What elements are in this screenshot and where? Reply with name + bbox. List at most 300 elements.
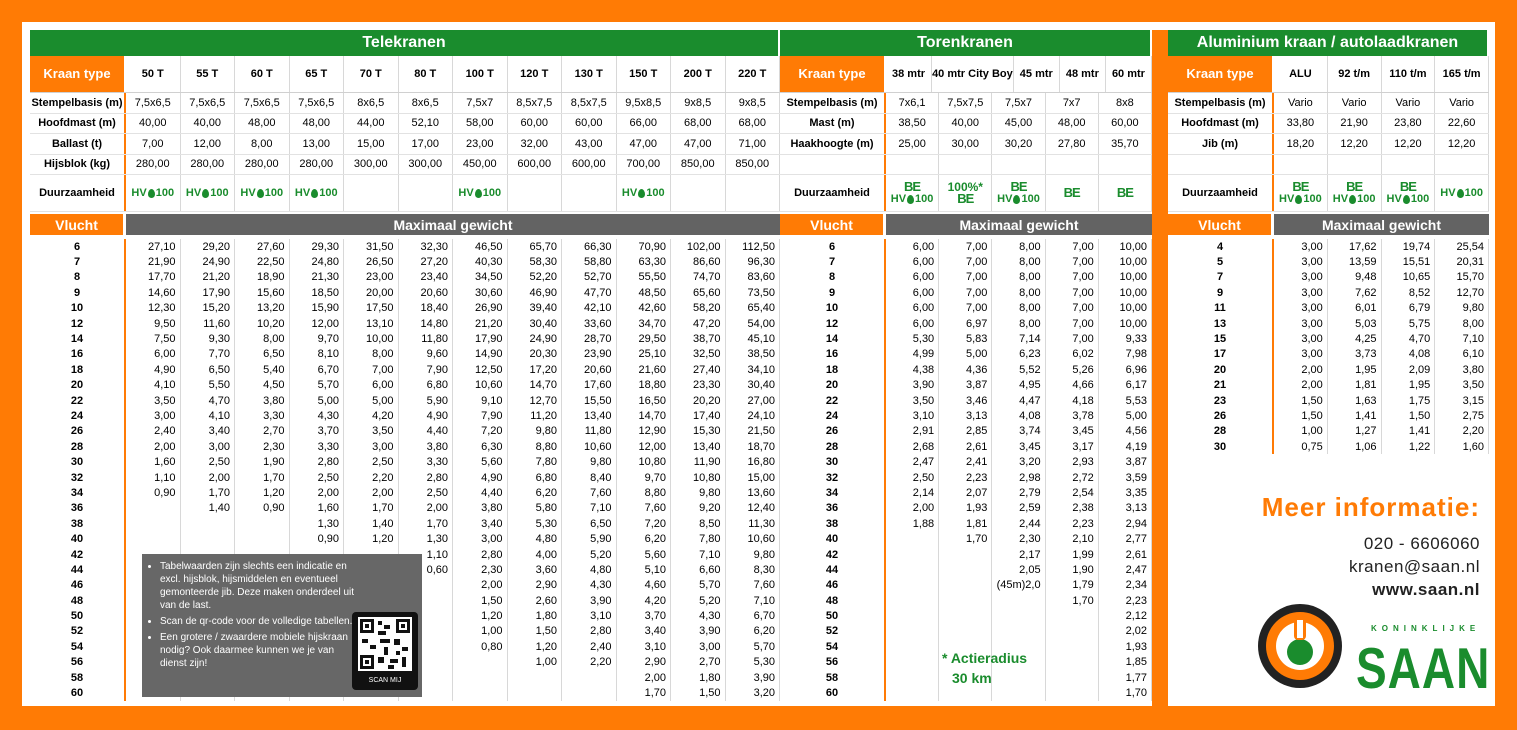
tele-load-value: 34,50 xyxy=(453,270,508,285)
tele-leaf-icon xyxy=(202,189,209,198)
tele-spec-value: 44,00 xyxy=(344,114,399,134)
alu-title: Aluminium kraan / autolaadkranen xyxy=(1168,30,1487,56)
toren-col-3: 48 mtr xyxy=(1060,56,1106,92)
tele-vlucht-value: 34 xyxy=(30,485,126,500)
toren-load-value: 2,07 xyxy=(939,485,992,500)
tele-load-value: 29,50 xyxy=(617,331,672,346)
toren-data-row xyxy=(780,408,1152,423)
toren-load-value: 1,70 xyxy=(1046,593,1099,608)
tele-col-11: 220 T xyxy=(726,56,781,92)
tele-load-value: 14,70 xyxy=(617,408,672,423)
toren-spec-label: Mast (m) xyxy=(780,114,886,134)
tele-load-value: 7,80 xyxy=(508,454,563,469)
toren-max-label: Maximaal gewicht xyxy=(886,214,1152,235)
tele-load-value: 20,00 xyxy=(344,285,399,300)
tele-load-value: 11,30 xyxy=(726,516,781,531)
alu-data-row xyxy=(1168,378,1489,393)
tele-load-value: 7,20 xyxy=(617,516,672,531)
tele-duurzaam-cell xyxy=(617,175,672,211)
tele-load-value: 14,60 xyxy=(126,285,181,300)
toren-data-row xyxy=(780,485,1152,500)
tele-load-value: 2,50 xyxy=(399,485,454,500)
toren-load-value: 10,00 xyxy=(1099,254,1152,269)
orange-divider xyxy=(1152,30,1168,706)
toren-spec-value: 30,20 xyxy=(992,134,1045,154)
alu-spec-value: Vario xyxy=(1274,93,1328,113)
alu-spec-value: Vario xyxy=(1382,93,1436,113)
tele-duurzaam-cell xyxy=(671,175,726,211)
toren-load-value xyxy=(886,655,939,670)
tele-load-value: 3,00 xyxy=(671,639,726,654)
tele-spec-value: 40,00 xyxy=(126,114,181,134)
toren-load-value: 7,00 xyxy=(939,301,992,316)
tele-load-value: 18,80 xyxy=(617,378,672,393)
alu-load-value: 2,00 xyxy=(1274,378,1328,393)
toren-load-value: 4,18 xyxy=(1046,393,1099,408)
alu-spec-row xyxy=(1168,155,1489,176)
toren-load-value: 6,02 xyxy=(1046,347,1099,362)
toren-load-value: 8,00 xyxy=(992,239,1045,254)
tele-load-value: 14,90 xyxy=(453,347,508,362)
tele-load-value: 7,90 xyxy=(399,362,454,377)
alu-load-value: 3,50 xyxy=(1435,378,1489,393)
tele-load-value: 4,90 xyxy=(399,408,454,423)
actieradius-line1: * Actieradius xyxy=(942,650,1028,666)
tele-load-value: 5,90 xyxy=(562,531,617,546)
tele-load-value: 2,00 xyxy=(181,470,236,485)
tele-load-value: 3,30 xyxy=(290,439,345,454)
tele-duurzaam-cell xyxy=(235,175,290,211)
tele-load-value: 4,80 xyxy=(508,531,563,546)
qr-code[interactable] xyxy=(352,612,418,690)
toren-vlucht-value: 30 xyxy=(780,454,886,469)
toren-load-value xyxy=(1046,608,1099,623)
alu-vlucht-value: 13 xyxy=(1168,316,1274,331)
alu-data-row xyxy=(1168,254,1489,269)
toren-load-value: 2,30 xyxy=(992,531,1045,546)
tele-spec-value: 7,5x6,5 xyxy=(126,93,181,113)
tele-load-value: 65,70 xyxy=(508,239,563,254)
tele-load-value: 52,20 xyxy=(508,270,563,285)
tele-load-value: 2,30 xyxy=(235,439,290,454)
tele-load-value: 10,80 xyxy=(671,470,726,485)
tele-spec-value: 8x6,5 xyxy=(344,93,399,113)
tele-load-value: 3,80 xyxy=(453,501,508,516)
alu-vlucht-value: 28 xyxy=(1168,424,1274,439)
tele-spec-value: 9,5x8,5 xyxy=(617,93,672,113)
tele-vlucht-value: 40 xyxy=(30,531,126,546)
tele-leaf-icon xyxy=(311,189,318,198)
tele-load-value: 23,40 xyxy=(399,270,454,285)
actieradius-note xyxy=(942,648,1027,688)
toren-load-value xyxy=(939,608,992,623)
tele-load-value: 3,60 xyxy=(508,562,563,577)
tele-load-value: 42,10 xyxy=(562,301,617,316)
tele-vlucht-value: 48 xyxy=(30,593,126,608)
alu-load-value: 9,48 xyxy=(1328,270,1382,285)
toren-data-row xyxy=(780,547,1152,562)
tele-load-value: 23,00 xyxy=(344,270,399,285)
toren-load-value: 6,23 xyxy=(992,347,1045,362)
alu-data-row xyxy=(1168,393,1489,408)
toren-header-row xyxy=(780,56,1152,93)
toren-spec-value: 30,00 xyxy=(939,134,992,154)
tele-load-value: 1,20 xyxy=(344,531,399,546)
tele-load-value: 3,00 xyxy=(344,439,399,454)
alu-data-row xyxy=(1168,285,1489,300)
alu-load-value: 10,65 xyxy=(1382,270,1436,285)
toren-load-value: 3,20 xyxy=(992,454,1045,469)
tele-type-label: Kraan type xyxy=(30,56,126,92)
toren-load-value: 3,87 xyxy=(1099,454,1152,469)
tele-load-value: 5,70 xyxy=(290,378,345,393)
website-link[interactable]: www.saan.nl xyxy=(1372,580,1480,599)
tele-load-value: 3,20 xyxy=(726,685,781,700)
toren-load-value xyxy=(1046,624,1099,639)
toren-load-value: 8,00 xyxy=(992,316,1045,331)
alu-spec-value: 12,20 xyxy=(1328,134,1382,154)
alu-spec-label: Jib (m) xyxy=(1168,134,1274,154)
tele-load-value: 9,70 xyxy=(617,470,672,485)
tele-load-value xyxy=(181,531,236,546)
tele-spec-label: Hoofdmast (m) xyxy=(30,114,126,134)
toren-load-value: 8,00 xyxy=(992,285,1045,300)
tele-load-value: 5,30 xyxy=(726,655,781,670)
tele-load-value: 13,40 xyxy=(562,408,617,423)
tele-col-1: 55 T xyxy=(181,56,236,92)
alu-load-value: 1,50 xyxy=(1274,393,1328,408)
toren-leaf-icon xyxy=(1013,195,1020,204)
tele-load-value: 1,70 xyxy=(617,685,672,700)
tele-leaf-icon xyxy=(257,189,264,198)
tele-load-value: 5,40 xyxy=(235,362,290,377)
tele-load-value: 1,70 xyxy=(344,501,399,516)
tele-col-7: 120 T xyxy=(508,56,563,92)
toren-vlucht-value: 52 xyxy=(780,624,886,639)
tele-load-value: 6,00 xyxy=(126,347,181,362)
tele-load-value: 27,00 xyxy=(726,393,781,408)
tele-load-value: 11,60 xyxy=(181,316,236,331)
alu-hv-badge: HV 100 xyxy=(1279,193,1322,205)
email-link[interactable]: kranen@saan.nl xyxy=(1348,557,1480,576)
toren-data-row xyxy=(780,454,1152,469)
tele-load-value: 20,30 xyxy=(508,347,563,362)
alu-load-value: 8,52 xyxy=(1382,285,1436,300)
tele-duurzaam-label: Duurzaamheid xyxy=(30,175,126,211)
toren-load-value: 10,00 xyxy=(1099,239,1152,254)
alu-spec-value: 18,20 xyxy=(1274,134,1328,154)
alu-duurzaam-badges xyxy=(1333,181,1376,205)
toren-load-value: 5,30 xyxy=(886,331,939,346)
alu-load-value: 2,09 xyxy=(1382,362,1436,377)
toren-data-row xyxy=(780,593,1152,608)
tele-load-value: 5,60 xyxy=(453,454,508,469)
tele-spec-value: 700,00 xyxy=(617,155,672,175)
tele-load-value: 12,90 xyxy=(617,424,672,439)
tele-load-value xyxy=(508,670,563,685)
toren-data-row xyxy=(780,285,1152,300)
tele-load-value: 5,10 xyxy=(617,562,672,577)
toren-duurzaam-badges xyxy=(891,181,934,205)
tele-vlucht-value: 50 xyxy=(30,608,126,623)
tele-load-value: 7,60 xyxy=(562,485,617,500)
note-3: • Een grotere / zwaardere mobiele hijskraan nodig? Ook daarmee kunnen we je van dienst zijn! xyxy=(160,631,360,670)
tele-vlucht-value: 18 xyxy=(30,362,126,377)
toren-load-value: 7,00 xyxy=(939,239,992,254)
toren-be-icon: BE xyxy=(1063,185,1080,200)
tele-load-value: 46,50 xyxy=(453,239,508,254)
alu-vlucht-value: 5 xyxy=(1168,254,1274,269)
toren-spec-value: 35,70 xyxy=(1099,134,1152,154)
tele-hv-badge: HV 100 xyxy=(458,187,502,199)
toren-hv-badge: HV 100 xyxy=(997,193,1040,205)
alu-load-value: 1,75 xyxy=(1382,393,1436,408)
tele-vlucht-value: 30 xyxy=(30,454,126,469)
tele-load-value: 2,50 xyxy=(344,454,399,469)
toren-vlucht-value: 46 xyxy=(780,578,886,593)
phone-number[interactable]: 020 - 6606060 xyxy=(1363,534,1480,553)
tele-load-value: 1,70 xyxy=(399,516,454,531)
alu-spec-label xyxy=(1168,155,1274,175)
tele-vlucht-value: 6 xyxy=(30,239,126,254)
tele-duurzaam-cell xyxy=(181,175,236,211)
tele-load-value: 1,40 xyxy=(344,516,399,531)
toren-load-value xyxy=(886,531,939,546)
tele-load-value: 2,60 xyxy=(508,593,563,608)
toren-load-value: 7,00 xyxy=(1046,270,1099,285)
toren-data-row xyxy=(780,501,1152,516)
tele-load-value: 21,60 xyxy=(617,362,672,377)
tele-load-value: 21,20 xyxy=(181,270,236,285)
tele-load-value: 7,10 xyxy=(562,501,617,516)
alu-load-value: 6,01 xyxy=(1328,301,1382,316)
tele-spec-value: 280,00 xyxy=(235,155,290,175)
tele-load-value: 4,00 xyxy=(508,547,563,562)
tele-load-value: 4,30 xyxy=(562,578,617,593)
alu-spec-value xyxy=(1328,155,1382,175)
tele-load-value: 18,70 xyxy=(726,439,781,454)
tele-load-value: 12,40 xyxy=(726,501,781,516)
tele-vlucht-value: 32 xyxy=(30,470,126,485)
tele-spec-value: 68,00 xyxy=(726,114,781,134)
toren-vlucht-value: 42 xyxy=(780,547,886,562)
tele-spec-value: 600,00 xyxy=(562,155,617,175)
toren-load-value: 2,85 xyxy=(939,424,992,439)
tele-col-5: 80 T xyxy=(399,56,454,92)
tele-load-value: 2,40 xyxy=(562,639,617,654)
toren-vlucht-value: 38 xyxy=(780,516,886,531)
alu-load-value: 1,50 xyxy=(1274,408,1328,423)
tele-load-value: 3,40 xyxy=(617,624,672,639)
tele-load-value: 18,40 xyxy=(399,301,454,316)
toren-load-value: 7,00 xyxy=(1046,301,1099,316)
alu-load-value: 1,41 xyxy=(1328,408,1382,423)
tele-duurzaam-cell xyxy=(508,175,563,211)
tele-load-value: 70,90 xyxy=(617,239,672,254)
toren-load-value: 2,79 xyxy=(992,485,1045,500)
alu-spec-value: 23,80 xyxy=(1382,114,1436,134)
tele-load-value: 6,70 xyxy=(726,608,781,623)
alu-data-row xyxy=(1168,239,1489,254)
tele-load-value: 1,20 xyxy=(235,485,290,500)
tele-load-value: 12,00 xyxy=(617,439,672,454)
tele-load-value: 54,00 xyxy=(726,316,781,331)
tele-duurzaam-cell xyxy=(344,175,399,211)
toren-vlucht-bar xyxy=(780,214,1152,235)
tele-col-4: 70 T xyxy=(344,56,399,92)
tele-load-value xyxy=(235,531,290,546)
toren-load-value: 1,79 xyxy=(1046,578,1099,593)
tele-load-value: 10,00 xyxy=(344,331,399,346)
alu-load-value: 1,63 xyxy=(1328,393,1382,408)
alu-load-value: 17,62 xyxy=(1328,239,1382,254)
tele-spec-value: 40,00 xyxy=(181,114,236,134)
tele-vlucht-value: 52 xyxy=(30,624,126,639)
toren-spec-value: 8x8 xyxy=(1099,93,1152,113)
alu-vlucht-label: Vlucht xyxy=(1168,214,1271,235)
alu-vlucht-bar xyxy=(1168,214,1489,235)
toren-duurzaam-cell xyxy=(886,175,939,211)
tele-hv-badge: HV 100 xyxy=(131,187,175,199)
alu-load-value: 3,00 xyxy=(1274,285,1328,300)
tele-load-value: 7,60 xyxy=(726,578,781,593)
tele-load-value: 10,60 xyxy=(453,378,508,393)
toren-load-value: 1,90 xyxy=(1046,562,1099,577)
toren-data-row xyxy=(780,347,1152,362)
alu-vlucht-value: 9 xyxy=(1168,285,1274,300)
tele-duurzaam-cell xyxy=(562,175,617,211)
toren-load-value xyxy=(939,593,992,608)
tele-spec-value: 9x8,5 xyxy=(726,93,781,113)
tele-spec-value: 60,00 xyxy=(562,114,617,134)
tele-load-value: 17,20 xyxy=(508,362,563,377)
tele-load-value: 9,10 xyxy=(453,393,508,408)
alu-leaf-icon xyxy=(1349,195,1356,204)
alu-max-label: Maximaal gewicht xyxy=(1274,214,1489,235)
tele-load-value: 0,80 xyxy=(453,639,508,654)
tele-spec-row xyxy=(30,93,780,114)
tele-data-row xyxy=(30,378,780,393)
alu-data-row xyxy=(1168,424,1489,439)
tele-load-value: 52,70 xyxy=(562,270,617,285)
tele-load-value: 7,80 xyxy=(671,531,726,546)
toren-data-row xyxy=(780,239,1152,254)
toren-load-value: 1,70 xyxy=(939,531,992,546)
toren-duurzaam-badges xyxy=(997,181,1040,205)
tele-load-value: 42,60 xyxy=(617,301,672,316)
toren-load-value xyxy=(886,685,939,700)
tele-leaf-icon xyxy=(475,189,482,198)
note-2: • Scan de qr-code voor de volledige tabellen. xyxy=(160,615,360,628)
alu-load-value: 15,70 xyxy=(1435,270,1489,285)
tele-spec-label: Stempelbasis (m) xyxy=(30,93,126,113)
tele-load-value: 5,90 xyxy=(399,393,454,408)
tele-load-value: 3,90 xyxy=(562,593,617,608)
tele-load-value: 0,90 xyxy=(235,501,290,516)
toren-load-value: 10,00 xyxy=(1099,301,1152,316)
tele-load-value: 13,40 xyxy=(671,439,726,454)
toren-load-value: 5,53 xyxy=(1099,393,1152,408)
tele-title: Telekranen xyxy=(30,30,778,56)
tele-load-value: 29,30 xyxy=(290,239,345,254)
alu-be-icon: BE xyxy=(1346,179,1363,194)
toren-load-value xyxy=(939,562,992,577)
tele-load-value: 3,90 xyxy=(671,624,726,639)
toren-spec-value xyxy=(1046,155,1099,175)
tele-load-value: 6,20 xyxy=(617,531,672,546)
tele-load-value: 34,70 xyxy=(617,316,672,331)
tele-load-value: 9,20 xyxy=(671,501,726,516)
alu-load-value: 4,25 xyxy=(1328,331,1382,346)
saan-wheel-logo xyxy=(1256,602,1344,690)
tele-load-value: 4,50 xyxy=(235,378,290,393)
alu-hv-badge: HV 100 xyxy=(1332,193,1376,205)
tele-duurzaam-cell xyxy=(399,175,454,211)
tele-load-value: 18,50 xyxy=(290,285,345,300)
alu-spec-value: 33,80 xyxy=(1274,114,1328,134)
tele-vlucht-value: 8 xyxy=(30,270,126,285)
toren-load-value: 1,81 xyxy=(939,516,992,531)
toren-load-value: 2,98 xyxy=(992,470,1045,485)
toren-title: Torenkranen xyxy=(780,30,1150,56)
alu-load-value: 3,00 xyxy=(1274,316,1328,331)
tele-data-row xyxy=(30,393,780,408)
toren-load-value xyxy=(886,562,939,577)
tele-load-value xyxy=(235,516,290,531)
tele-load-value: 9,80 xyxy=(562,454,617,469)
tele-load-value: 86,60 xyxy=(671,254,726,269)
tele-load-value: 9,80 xyxy=(508,424,563,439)
tele-duurzaam-cell xyxy=(126,175,181,211)
tele-load-value: 24,90 xyxy=(508,331,563,346)
toren-load-value: 2,02 xyxy=(1099,624,1152,639)
tele-load-value xyxy=(126,531,181,546)
toren-load-value: 4,19 xyxy=(1099,439,1152,454)
toren-load-value: 3,35 xyxy=(1099,485,1152,500)
toren-load-value: 2,47 xyxy=(886,454,939,469)
alu-load-value: 0,75 xyxy=(1274,439,1328,454)
alu-spec-value: 12,20 xyxy=(1382,134,1436,154)
alu-col-3: 165 t/m xyxy=(1435,56,1489,92)
tele-load-value: 5,00 xyxy=(344,393,399,408)
toren-spec-value xyxy=(886,155,939,175)
logo-koninklijke: KONINKLIJKE xyxy=(1371,624,1481,633)
toren-spec-row xyxy=(780,155,1152,176)
alu-load-value: 8,00 xyxy=(1435,316,1489,331)
tele-load-value: 29,20 xyxy=(181,239,236,254)
tele-load-value: 17,50 xyxy=(344,301,399,316)
alu-load-value: 2,00 xyxy=(1274,362,1328,377)
alu-spec-row xyxy=(1168,93,1489,114)
tele-load-value: 4,30 xyxy=(290,408,345,423)
tele-load-value: 1,60 xyxy=(126,454,181,469)
tele-load-value: 6,50 xyxy=(181,362,236,377)
toren-load-value: 5,26 xyxy=(1046,362,1099,377)
tele-load-value: 11,80 xyxy=(399,331,454,346)
alu-load-value: 25,54 xyxy=(1435,239,1489,254)
tele-spec-row xyxy=(30,114,780,135)
tele-load-value: 1,30 xyxy=(290,516,345,531)
toren-load-value: 2,12 xyxy=(1099,608,1152,623)
toren-col-1: 40 mtr City Boy xyxy=(932,56,1014,92)
toren-vlucht-value: 8 xyxy=(780,270,886,285)
toren-duurzaam-badges xyxy=(948,181,983,205)
alu-be-icon: BE xyxy=(1292,179,1309,194)
alu-leaf-icon xyxy=(1295,195,1302,204)
tele-load-value: 27,40 xyxy=(671,362,726,377)
tele-duurzaam-cell xyxy=(453,175,508,211)
tele-load-value: 12,70 xyxy=(508,393,563,408)
